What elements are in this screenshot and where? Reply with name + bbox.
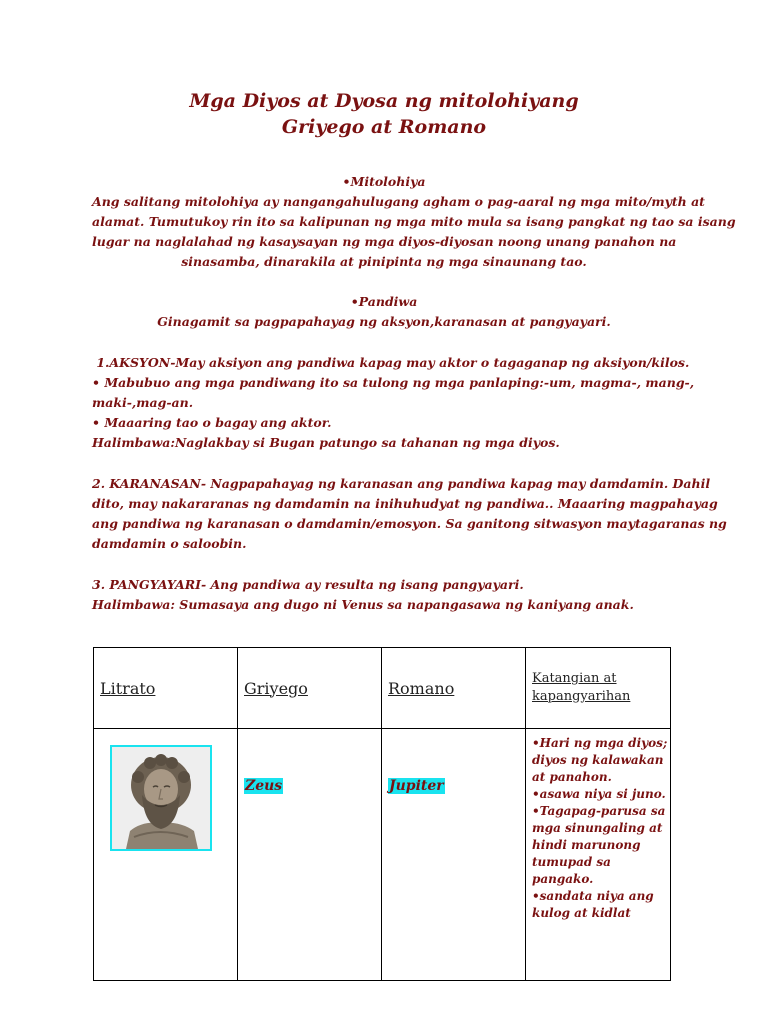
mitolohiya-heading: •Mitolohiya bbox=[342, 174, 426, 189]
mitolohiya-section bbox=[92, 172, 736, 272]
document-title bbox=[0, 88, 768, 140]
mitolohiya-line-4: sinasamba, dinarakila at pinipinta ng mga sinaunang tao. bbox=[181, 254, 587, 269]
gods-table bbox=[93, 647, 671, 981]
desc-line-1: •Hari ng mga diyos; bbox=[532, 736, 668, 750]
desc-line-11: kulog at kidlat bbox=[532, 906, 631, 920]
pangyayari-section bbox=[92, 575, 682, 615]
pandiwa-heading: •Pandiwa bbox=[350, 294, 418, 309]
pandiwa-definition: Ginagamit sa pagpapahayag ng aksyon,karanasan at pangyayari. bbox=[157, 314, 611, 329]
desc-line-3: at panahon. bbox=[532, 770, 612, 784]
cell-katangian bbox=[526, 729, 671, 981]
header-cell-griyego bbox=[238, 648, 382, 729]
table-row bbox=[94, 729, 671, 981]
karanasan-line-2: dito, may nakararanas ng damdamin na inihuhudyat ng pandiwa.. Maaaring magpahayag bbox=[92, 496, 718, 511]
header-cell-litrato bbox=[94, 648, 238, 729]
header-katangian-line-1: Katangian at bbox=[532, 671, 617, 686]
aksyon-line-2: • Mabubuo ang mga pandiwang ito sa tulong ng mga panlaping:-um, magma-, mang-, bbox=[92, 375, 695, 390]
desc-line-9: pangako. bbox=[532, 872, 594, 886]
aksyon-example: Halimbawa:Naglakbay si Bugan patungo sa tahanan ng mga diyos. bbox=[92, 435, 560, 450]
title-line-1: Mga Diyos at Dyosa ng mitolohiyang bbox=[189, 90, 579, 112]
karanasan-section bbox=[92, 474, 727, 554]
desc-line-5: •Tagapag-parusa sa bbox=[532, 804, 666, 818]
desc-line-2: diyos ng kalawakan bbox=[532, 753, 664, 767]
aksyon-line-4: • Maaaring tao o bagay ang aktor. bbox=[92, 415, 332, 430]
desc-line-8: tumupad sa bbox=[532, 855, 611, 869]
title-line-2: Griyego at Romano bbox=[281, 116, 487, 138]
mitolohiya-line-2: alamat. Tumutukoy rin ito sa kalipunan ng mga mito mula sa isang pangkat ng tao sa isang bbox=[92, 214, 736, 229]
mitolohiya-line-1: Ang salitang mitolohiya ay nangangahulugang agham o pag-aaral ng mga mito/myth at bbox=[92, 194, 705, 209]
header-romano: Romano bbox=[388, 678, 455, 698]
desc-line-6: mga sinungaling at bbox=[532, 821, 663, 835]
cell-griyego bbox=[238, 729, 382, 981]
header-cell-romano bbox=[382, 648, 526, 729]
aksyon-section bbox=[92, 353, 695, 453]
greek-god-name: Zeus bbox=[245, 778, 283, 794]
header-litrato: Litrato bbox=[100, 678, 156, 698]
karanasan-line-1: 2. KARANASAN- Nagpapahayag ng karanasan ang pandiwa kapag may damdamin. Dahil bbox=[92, 476, 711, 491]
header-katangian-line-2: kapangyarihan bbox=[532, 689, 631, 704]
header-cell-katangian bbox=[526, 648, 671, 729]
table-header-row bbox=[94, 648, 671, 729]
zeus-bust-image bbox=[110, 745, 212, 851]
mitolohiya-line-3: lugar na naglalahad ng kasaysayan ng mga diyos-diyosan noong unang panahon na bbox=[92, 234, 677, 249]
desc-line-7: hindi marunong bbox=[532, 838, 641, 852]
cell-litrato bbox=[94, 729, 238, 981]
pangyayari-line-1: 3. PANGYAYARI- Ang pandiwa ay resulta ng isang pangyayari. bbox=[92, 577, 524, 592]
karanasan-line-3: ang pandiwa ng karanasan o damdamin/emosyon. Sa ganitong sitwasyon maytagaranas ng bbox=[92, 516, 727, 531]
desc-line-10: •sandata niya ang bbox=[532, 889, 654, 903]
desc-line-4: •asawa niya si juno. bbox=[532, 787, 666, 801]
header-griyego: Griyego bbox=[244, 678, 308, 698]
aksyon-line-3: maki-,mag-an. bbox=[92, 395, 194, 410]
cell-romano bbox=[382, 729, 526, 981]
karanasan-line-4: damdamin o saloobin. bbox=[92, 536, 247, 551]
zeus-bust-illustration bbox=[112, 747, 210, 849]
aksyon-line-1: 1.AKSYON-May aksiyon ang pandiwa kapag may aktor o tagaganap ng aksiyon/kilos. bbox=[92, 355, 690, 370]
pandiwa-section bbox=[92, 292, 676, 332]
roman-god-name: Jupiter bbox=[389, 778, 444, 794]
pangyayari-example: Halimbawa: Sumasaya ang dugo ni Venus sa napangasawa ng kaniyang anak. bbox=[92, 597, 634, 612]
